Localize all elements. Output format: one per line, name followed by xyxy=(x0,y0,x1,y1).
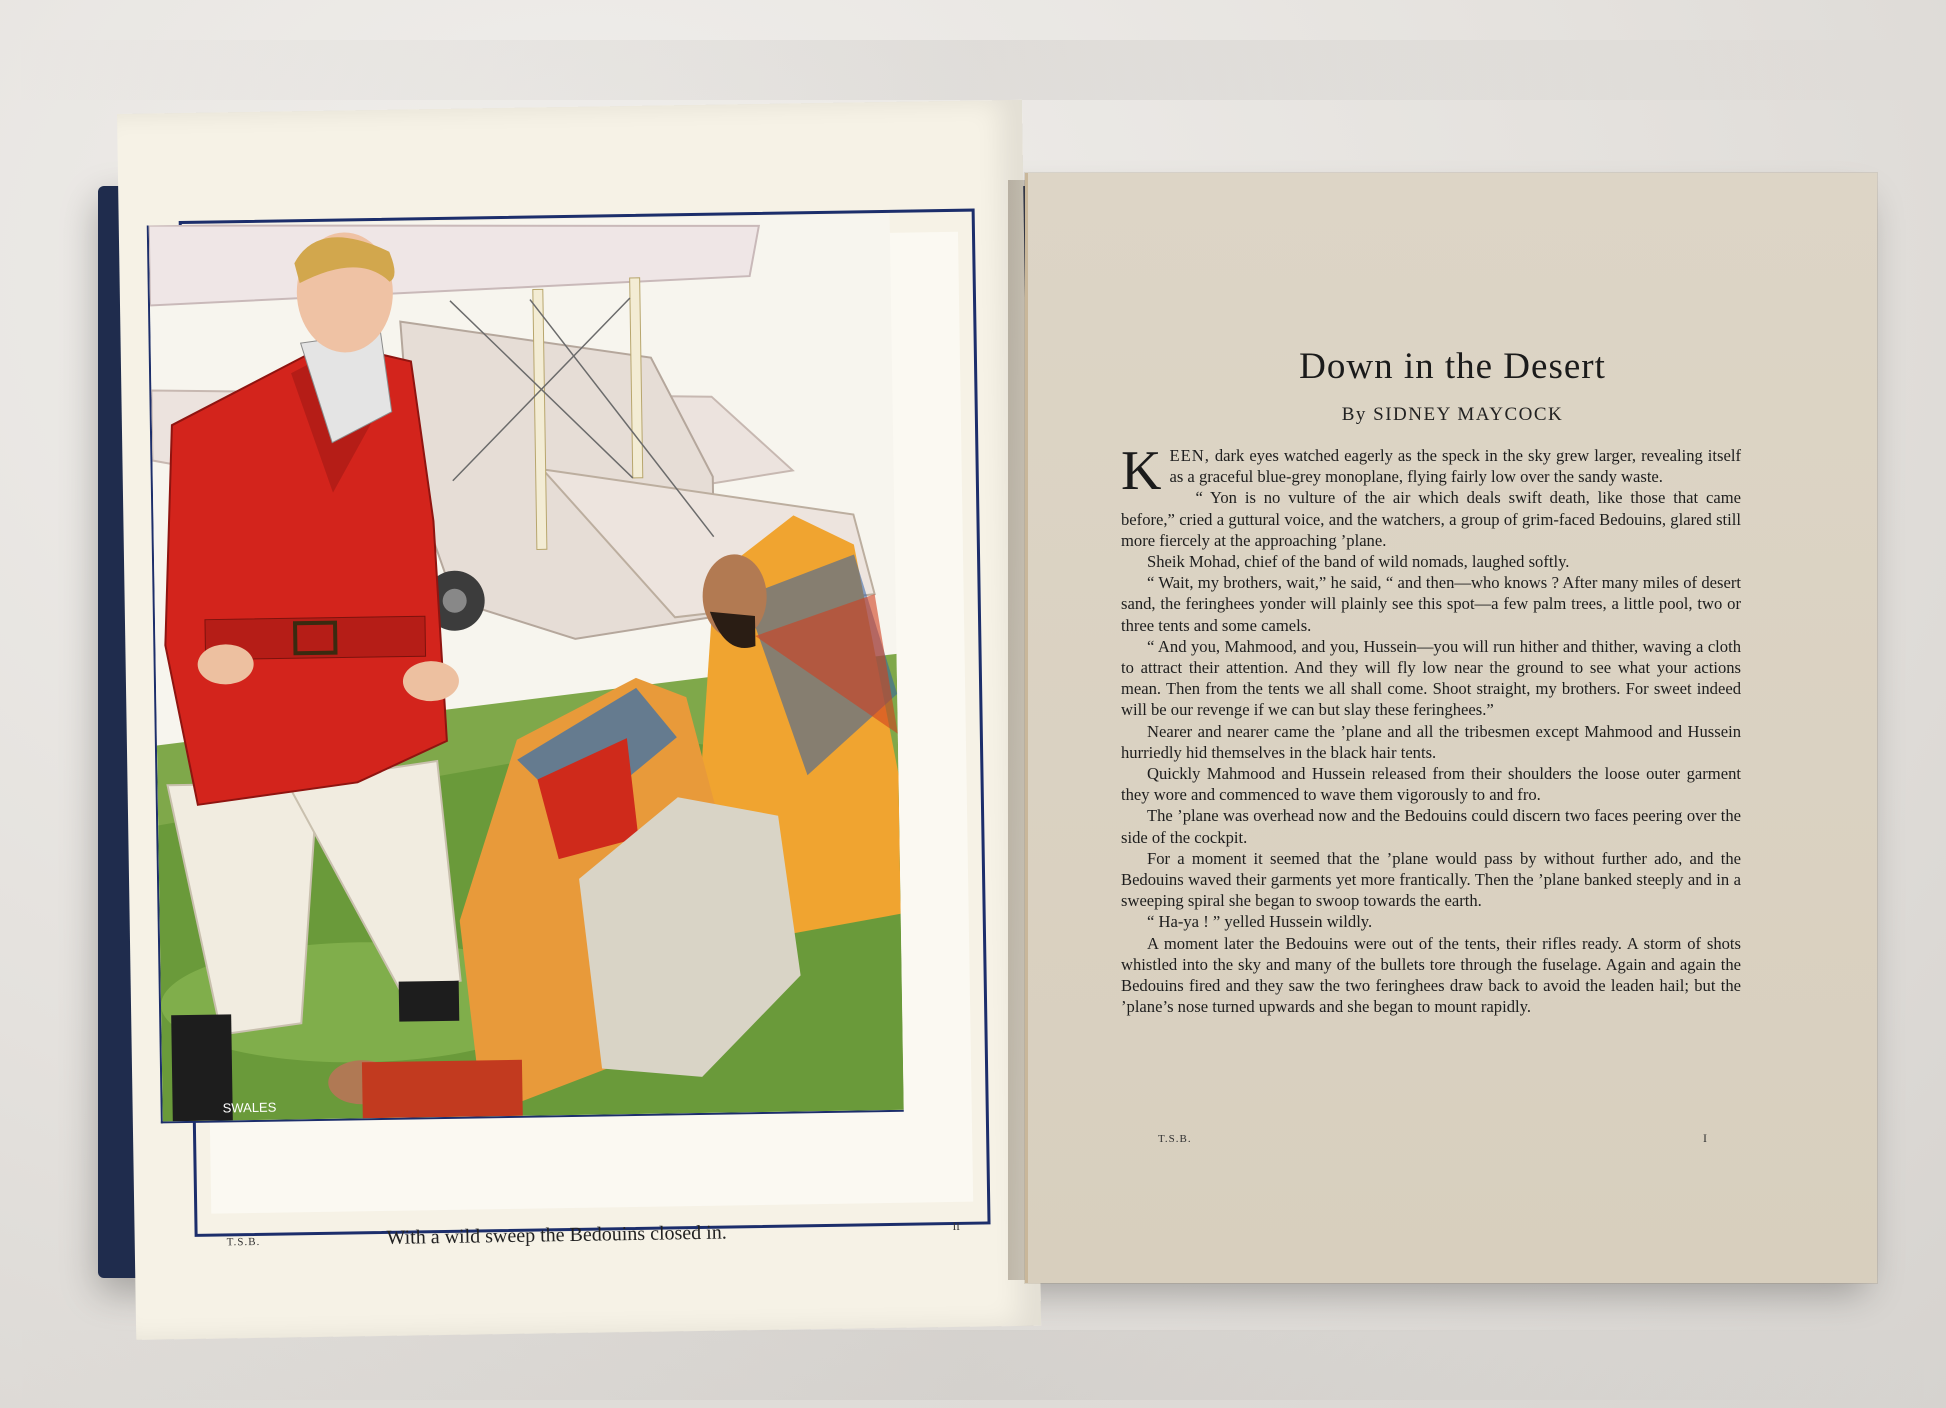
paragraph: The ’plane was overhead now and the Bedouins could discern two faces peering over the side of the cockpit. xyxy=(1121,806,1741,847)
paragraph-1 xyxy=(1121,440,1741,502)
paragraph-text: dark eyes watched eagerly as the speck in the sky grew larger, revealing itself as a graceful blue-grey monoplane, flying fairly low over the sandy waste. xyxy=(1169,446,1741,487)
drop-cap: K xyxy=(1121,440,1162,502)
footer-mark-left: T.S.B. xyxy=(226,1235,261,1249)
paragraph: For a moment it seemed that the ’plane would pass by without further ado, and the Bedouins waved their garments yet more frantically. Then the ’plane banked steeply and in a sweeping spiral she began to swoop towards the earth. xyxy=(1121,848,1741,911)
paragraph: Sheik Mohad, chief of the band of wild nomads, laughed softly. xyxy=(1147,552,1570,572)
paragraph: “ Ha-ya ! ” yelled Hussein wildly. xyxy=(1147,912,1373,932)
plate-caption: With a wild sweep the Bedouins closed in. xyxy=(386,1221,727,1249)
story-title: Down in the Desert xyxy=(1299,346,1606,387)
paragraph: “ Wait, my brothers, wait,” he said, “ and then—who knows ? After many miles of desert sand, the feringhees yonder will plainly see this spot—a few palm trees, a little pool, two or three tents and some camels. xyxy=(1121,573,1741,635)
left-page xyxy=(117,100,1041,1340)
illustration-art xyxy=(149,214,904,1122)
first-word: EEN, xyxy=(1169,446,1210,465)
cloth-fold xyxy=(0,1330,1946,1400)
page-number-right: I xyxy=(1703,1131,1707,1145)
paragraph: Nearer and nearer came the ’plane and all the tribesmen except Mahmood and Hussein hurriedly hid themselves in the black hair tents. xyxy=(1121,721,1741,762)
paragraph: Quickly Mahmood and Hussein released from their shoulders the loose outer garment they wore and commenced to wave them vigorously to and fro. xyxy=(1121,764,1741,805)
cloth-fold xyxy=(0,40,1946,100)
artist-signature: SWALES xyxy=(222,1099,277,1116)
illustration xyxy=(147,214,904,1124)
page-number-left: II xyxy=(952,1220,961,1234)
paragraph: “ And you, Mahmood, and you, Hussein—you will run hither and thither, waving a cloth to attract their attention. And they will fly low near the ground to see what your actions mean. Then from the tents we all shall come. Shoot straight, my brothers. For sweet indeed will be our revenge if we can but slay these feringhees.” xyxy=(1121,636,1741,720)
story-byline: By SIDNEY MAYCOCK xyxy=(1341,404,1564,425)
story-body xyxy=(1121,440,1741,1017)
footer-mark-right: T.S.B. xyxy=(1158,1133,1192,1145)
paragraph: “ Yon is no vulture of the air which deals swift death, like those that came before,” cried a guttural voice, and the watchers, a group of grim-faced Bedouins, glared still more fiercely at the approaching ’plane. xyxy=(1121,488,1741,550)
paragraph: A moment later the Bedouins were out of the tents, their rifles ready. A storm of shots whistled into the sky and many of the bullets tore through the fuselage. Again and again the Bedouins fired and they saw the two feringhees draw back to avoid the leaden hail; but the ’plane’s nose turned upwards and she began to mount rapidly. xyxy=(1121,933,1741,1017)
right-page xyxy=(1025,173,1877,1283)
